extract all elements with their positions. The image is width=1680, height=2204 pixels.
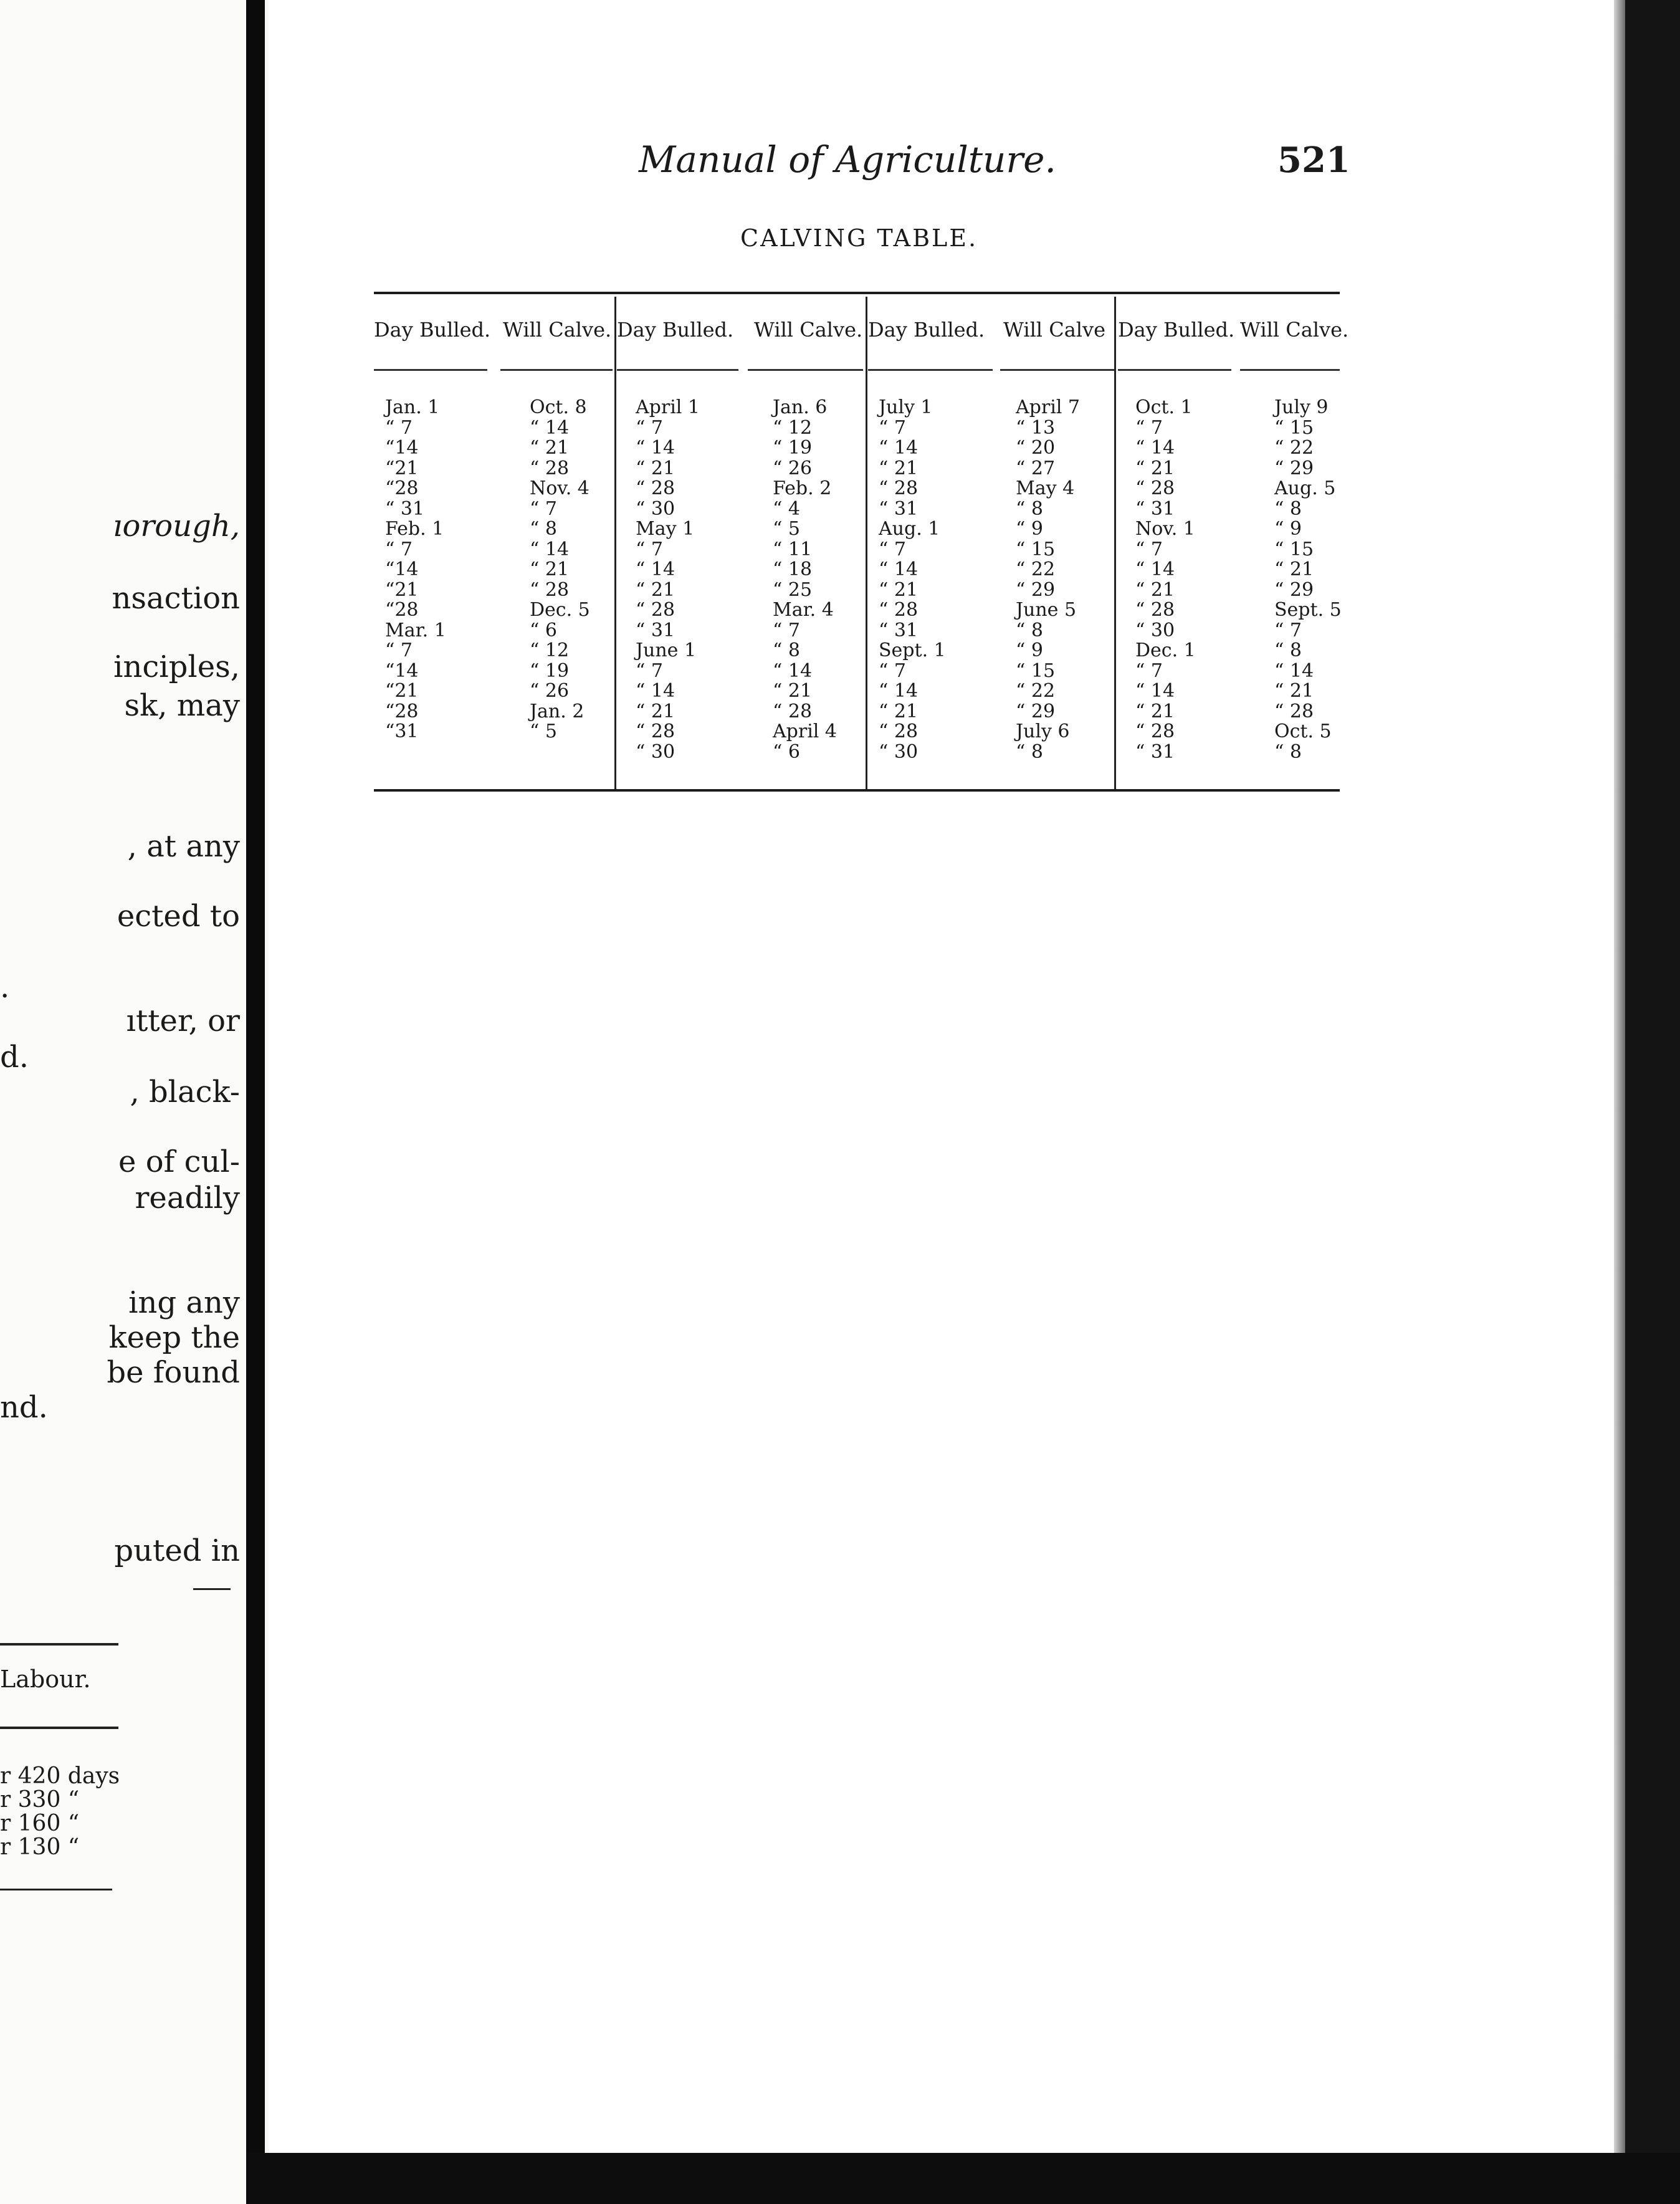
left-text-fragment: readily (135, 1181, 240, 1215)
left-text-fragment: ing any (128, 1285, 240, 1320)
table-cell: “ 14 (773, 659, 813, 682)
table-cell: “28 (385, 599, 419, 621)
table-cell: “ 7 (385, 538, 413, 560)
table-cell: “14 (385, 437, 419, 459)
header-will-calve: Will Calve. (754, 318, 863, 342)
table-cell: “ 21 (879, 700, 919, 722)
table-cell: “ 7 (385, 416, 413, 439)
gutter-edge (265, 0, 269, 2204)
table-cell: “ 7 (1274, 619, 1302, 641)
table-cell: “ 31 (879, 619, 919, 641)
table-cell: “ 6 (773, 740, 800, 763)
table-cell: “ 28 (530, 457, 570, 479)
col-will-calve-2 (773, 398, 837, 762)
table-cell: July 9 (1274, 396, 1329, 418)
labour-row: r 160 “ (0, 1811, 80, 1836)
table-cell: “ 21 (636, 700, 675, 722)
table-cell: “ 28 (1135, 721, 1175, 742)
header-underline (868, 369, 993, 371)
table-cell: Mar. 1 (385, 619, 446, 641)
table-cell: June 5 (1016, 599, 1077, 621)
table-cell: “ 15 (1016, 659, 1056, 682)
table-cell: “ 29 (1016, 700, 1056, 722)
table-cell: “ 30 (636, 497, 675, 520)
col-day-bulled-3 (879, 398, 946, 762)
table-cell: “ 14 (530, 416, 570, 439)
table-cell: “ 30 (879, 740, 919, 763)
table-cell: July 1 (879, 396, 933, 418)
table-cell: Sept. 5 (1274, 599, 1342, 621)
table-cell: Sept. 1 (879, 640, 946, 661)
left-page-fragment (0, 0, 246, 2204)
calving-table (374, 292, 1349, 797)
table-cell: “21 (385, 457, 419, 479)
table-cell: June 1 (636, 640, 697, 661)
table-cell: “ 8 (1016, 619, 1043, 641)
column-divider (866, 297, 867, 789)
header-will-calve: Will Calve. (503, 318, 612, 342)
table-cell: “ 14 (1135, 437, 1175, 459)
table-cell: “ 22 (1274, 437, 1314, 459)
header-underline (748, 369, 863, 371)
table-cell: “ 14 (1135, 680, 1175, 702)
table-cell: April 1 (636, 396, 700, 418)
table-cell: “ 22 (1016, 680, 1056, 702)
table-cell: “ 21 (636, 457, 675, 479)
table-cell: Dec. 1 (1135, 640, 1196, 661)
table-cell: Oct. 5 (1274, 721, 1332, 742)
left-text-fragment: sk, may (124, 688, 240, 723)
table-cell: “ 29 (1274, 457, 1314, 479)
header-underline (1118, 369, 1231, 371)
table-cell: “ 31 (1135, 497, 1175, 520)
table-cell: “ 21 (1135, 578, 1175, 601)
col-day-bulled-2 (636, 398, 700, 762)
table-cell: “ 26 (773, 457, 813, 479)
table-cell: “21 (385, 680, 419, 702)
header-underline (1240, 369, 1340, 371)
table-rule-mid (0, 1727, 118, 1729)
table-cell: “31 (385, 721, 419, 742)
table-cell: “ 31 (879, 497, 919, 520)
table-cell: Oct. 8 (530, 396, 587, 418)
labour-row: r 330 “ (0, 1787, 80, 1813)
table-cell: April 4 (773, 721, 838, 742)
left-text-fragment: nsaction (112, 581, 240, 616)
table-cell: “ 22 (1016, 558, 1056, 580)
table-cell: “ 19 (773, 437, 813, 459)
table-cell: “ 28 (1135, 477, 1175, 499)
page-edge-shadow (1614, 0, 1625, 2204)
labour-row: r 420 days (0, 1763, 120, 1789)
header-day-bulled: Day Bulled. (1118, 318, 1235, 342)
table-cell: “ 31 (1135, 740, 1175, 763)
table-cell: “ 9 (1016, 518, 1043, 540)
table-cell: “ 14 (1274, 659, 1314, 682)
header-underline (617, 369, 738, 371)
table-cell: May 1 (636, 518, 695, 540)
col-will-calve-4 (1274, 398, 1342, 762)
table-cell: “ 9 (1274, 518, 1302, 540)
table-cell: “ 7 (530, 497, 557, 520)
col-will-calve-3 (1016, 398, 1080, 762)
table-cell: “ 21 (530, 558, 570, 580)
table-cell: “ 13 (1016, 416, 1056, 439)
left-text-fragment: d. (0, 1040, 29, 1075)
table-cell: “ 5 (530, 721, 557, 742)
table-cell: “ 7 (1135, 538, 1163, 560)
table-cell: “ 30 (1135, 619, 1175, 641)
table-cell: “ 21 (773, 680, 813, 702)
header-underline (500, 369, 613, 371)
left-text-fragment: puted in (114, 1533, 240, 1568)
table-cell: “28 (385, 477, 419, 499)
col-day-bulled-1 (385, 398, 446, 742)
table-cell: “ 4 (773, 497, 800, 520)
table-cell: “ 14 (636, 558, 675, 580)
table-cell: “ 7 (773, 619, 800, 641)
table-rule-top (0, 1643, 118, 1646)
table-cell: “ 8 (1274, 640, 1302, 661)
table-cell: “ 28 (636, 599, 675, 621)
table-cell: “ 14 (879, 437, 919, 459)
table-cell: Aug. 1 (879, 518, 940, 540)
table-cell: “ 8 (1016, 497, 1043, 520)
table-cell: “ 15 (1016, 538, 1056, 560)
table-cell: “ 7 (1135, 416, 1163, 439)
table-cell: “ 31 (385, 497, 425, 520)
table-cell: “ 8 (1274, 740, 1302, 763)
header-will-calve: Will Calve (1003, 318, 1106, 342)
table-cell: “ 21 (530, 437, 570, 459)
table-cell: “ 20 (1016, 437, 1056, 459)
table-cell: “ 30 (636, 740, 675, 763)
header-day-bulled: Day Bulled. (617, 318, 734, 342)
table-cell: Jan. 6 (773, 396, 828, 418)
running-title: Manual of Agriculture. (639, 138, 1056, 181)
table-cell: “ 14 (636, 680, 675, 702)
table-cell: “ 7 (385, 640, 413, 661)
table-cell: Dec. 5 (530, 599, 590, 621)
col-will-calve-1 (530, 398, 590, 742)
left-text-fragment: , at any (127, 829, 240, 864)
table-cell: “ 28 (879, 599, 919, 621)
table-cell: “ 14 (530, 538, 570, 560)
left-text-fragment: e of cul- (118, 1144, 240, 1179)
table-cell: “ 21 (879, 578, 919, 601)
table-cell: “ 21 (1274, 558, 1314, 580)
column-divider (1114, 297, 1116, 789)
table-cell: Jan. 1 (385, 396, 440, 418)
left-text-fragment: keep the (108, 1320, 240, 1355)
left-text-fragment: be found (107, 1355, 240, 1390)
table-title: CALVING TABLE. (740, 224, 978, 252)
table-cell: Mar. 4 (773, 599, 834, 621)
table-cell: “ 28 (1135, 599, 1175, 621)
table-cell: “ 28 (636, 477, 675, 499)
table-cell: “ 21 (1135, 457, 1175, 479)
table-cell: “ 7 (636, 416, 663, 439)
left-text-fragment: nd. (0, 1390, 48, 1425)
book-gutter (246, 0, 265, 2204)
table-cell: Nov. 1 (1135, 518, 1195, 540)
table-cell: “ 7 (879, 538, 906, 560)
table-cell: “ 14 (879, 558, 919, 580)
left-text-fragment: ected to (117, 899, 240, 934)
table-cell: “ 21 (636, 578, 675, 601)
table-cell: Feb. 1 (385, 518, 444, 540)
table-top-rule (374, 292, 1340, 294)
table-cell: “ 7 (879, 659, 906, 682)
left-text-fragment: , black- (130, 1075, 240, 1109)
table-cell: “ 21 (879, 457, 919, 479)
book-right-edge (1625, 0, 1680, 2204)
table-cell: “ 28 (879, 477, 919, 499)
table-cell: “ 15 (1274, 538, 1314, 560)
table-cell: “ 6 (530, 619, 557, 641)
table-rule-bottom (0, 1889, 112, 1890)
page-number: 521 (1277, 140, 1350, 181)
table-cell: May 4 (1016, 477, 1075, 499)
scan-bottom-band (246, 2153, 1680, 2204)
table-cell: “ 5 (773, 518, 800, 540)
table-cell: “ 31 (636, 619, 675, 641)
header-underline (374, 369, 487, 371)
table-cell: “ 18 (773, 558, 813, 580)
table-cell: “ 25 (773, 578, 813, 601)
table-cell: Aug. 5 (1274, 477, 1336, 499)
table-cell: “ 21 (1274, 680, 1314, 702)
table-cell: Oct. 1 (1135, 396, 1193, 418)
table-cell: “ 29 (1016, 578, 1056, 601)
table-cell: “ 7 (636, 538, 663, 560)
labour-header: Labour. (0, 1665, 91, 1693)
table-cell: “ 7 (879, 416, 906, 439)
table-cell: “28 (385, 700, 419, 722)
table-cell: “ 8 (773, 640, 800, 661)
table-bottom-rule (374, 789, 1340, 792)
table-cell: Feb. 2 (773, 477, 832, 499)
table-cell: “ 8 (530, 518, 557, 540)
table-cell: “ 9 (1016, 640, 1043, 661)
table-cell: “ 12 (530, 640, 570, 661)
table-cell: “ 27 (1016, 457, 1056, 479)
labour-row: r 130 “ (0, 1834, 80, 1860)
table-cell: “ 14 (879, 680, 919, 702)
left-text-fragment: inciples, (113, 649, 240, 684)
table-cell: “ 14 (1135, 558, 1175, 580)
table-cell: “14 (385, 659, 419, 682)
table-cell: “ 12 (773, 416, 813, 439)
table-cell: “ 28 (1274, 700, 1314, 722)
table-cell: “ 7 (636, 659, 663, 682)
table-cell: “ 28 (636, 721, 675, 742)
table-cell: “ 19 (530, 659, 570, 682)
table-cell: “ 28 (773, 700, 813, 722)
table-cell: “ 8 (1016, 740, 1043, 763)
left-text-fragment: ıorough, (113, 509, 240, 544)
header-day-bulled: Day Bulled. (374, 318, 491, 342)
header-day-bulled: Day Bulled. (868, 318, 985, 342)
table-cell: Nov. 4 (530, 477, 589, 499)
table-cell: “ 29 (1274, 578, 1314, 601)
table-cell: “21 (385, 578, 419, 601)
table-cell: “ 14 (636, 437, 675, 459)
table-cell: “ 15 (1274, 416, 1314, 439)
table-cell: “ 28 (879, 721, 919, 742)
header-will-calve: Will Calve. (1240, 318, 1349, 342)
table-cell: “ 11 (773, 538, 813, 560)
table-cell: “ 28 (530, 578, 570, 601)
table-cell: “ 21 (1135, 700, 1175, 722)
table-cell: July 6 (1016, 721, 1070, 742)
table-cell: “14 (385, 558, 419, 580)
left-text-fragment: ıtter, or (126, 1004, 240, 1038)
table-cell: “ 26 (530, 680, 570, 702)
table-cell: “ 8 (1274, 497, 1302, 520)
table-cell: Jan. 2 (530, 700, 585, 722)
column-divider (614, 297, 616, 789)
short-rule (193, 1588, 231, 1590)
header-underline (1000, 369, 1115, 371)
table-cell: April 7 (1016, 396, 1081, 418)
col-day-bulled-4 (1135, 398, 1196, 762)
left-text-fragment: . (0, 970, 10, 1005)
table-cell: “ 7 (1135, 659, 1163, 682)
